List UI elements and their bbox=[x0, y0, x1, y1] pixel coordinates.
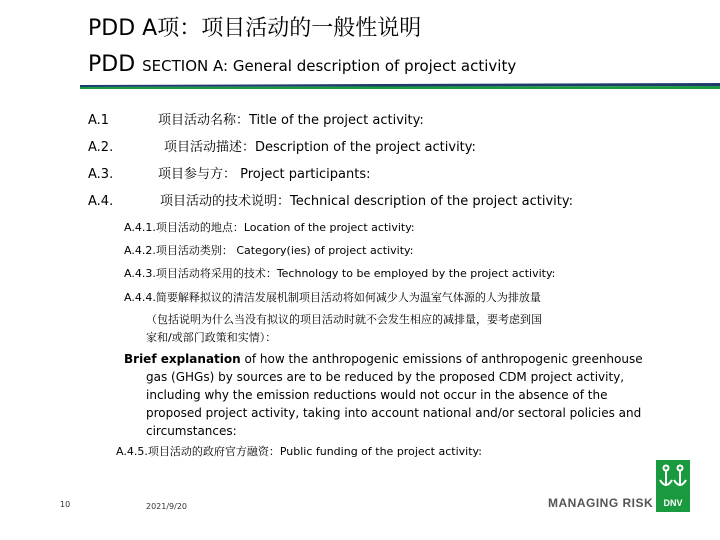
section-a1 bbox=[88, 112, 424, 130]
section-number: A.1 bbox=[88, 113, 110, 128]
section-a3 bbox=[88, 166, 370, 184]
subsection-a443: A.4.3.项目活动将采用的技术：Technology to be employed by the project activity: bbox=[124, 267, 556, 280]
section-a2 bbox=[88, 139, 476, 157]
subsection-a442: A.4.2.项目活动类别： Category(ies) of project activity: bbox=[124, 244, 414, 257]
brief-line: including why the emission reductions would not occur in the absence of the bbox=[146, 388, 608, 402]
brief-first-rest: of how the anthropogenic emissions of anthropogenic greenhouse bbox=[240, 352, 643, 366]
brief-explanation-lead bbox=[124, 352, 643, 366]
anchor-icon bbox=[656, 460, 690, 494]
subsection-a445: A.4.5.项目活动的政府官方融资：Public funding of the project activity: bbox=[116, 445, 482, 458]
brief-bold: Brief explanation bbox=[124, 352, 241, 366]
brief-line: circumstances: bbox=[146, 424, 237, 438]
title-underline bbox=[80, 83, 720, 89]
brief-explanation bbox=[124, 350, 654, 440]
subsection-a444-cont-1: （包括说明为什么当没有拟议的项目活动时就不会发生相应的减排量，要考虑到国 bbox=[146, 313, 542, 326]
title-section-text: SECTION A: General description of project activity bbox=[142, 57, 517, 75]
brief-line: proposed project activity, taking into account national and/or sectoral policies and bbox=[146, 406, 642, 420]
title-prefix: PDD bbox=[88, 52, 143, 77]
dnv-logo bbox=[656, 460, 690, 512]
footer-date: 2021/9/20 bbox=[146, 502, 188, 511]
page-number: 10 bbox=[60, 500, 71, 509]
brand-tagline: MANAGING RISK bbox=[548, 496, 654, 510]
logo-text: DNV bbox=[663, 498, 683, 508]
brief-line: gas (GHGs) by sources are to be reduced by the proposed CDM project activity, bbox=[146, 370, 625, 384]
section-number: A.3. bbox=[88, 167, 114, 182]
title-line-1: PDD A项：项目活动的一般性说明 bbox=[88, 16, 422, 41]
section-number: A.2. bbox=[88, 140, 114, 155]
section-number: A.4. bbox=[88, 194, 114, 209]
subsection-a444: A.4.4.简要解释拟议的清洁发展机制项目活动将如何减少人为温室气体源的人为排放量 bbox=[124, 291, 541, 304]
subsection-a444-cont-2: 家和/或部门政策和实情）： bbox=[146, 331, 277, 344]
section-text: 项目活动描述：Description of the project activity: bbox=[164, 140, 476, 155]
section-text: 项目活动的技术说明：Technical description of the project activity: bbox=[160, 194, 573, 209]
subsection-a441: A.4.1.项目活动的地点：Location of the project activity: bbox=[124, 221, 415, 234]
section-a4 bbox=[88, 193, 573, 211]
section-text: 项目活动名称：Title of the project activity: bbox=[158, 113, 424, 128]
section-text: 项目参与方： Project participants: bbox=[158, 167, 371, 182]
title-line-2 bbox=[88, 50, 516, 81]
